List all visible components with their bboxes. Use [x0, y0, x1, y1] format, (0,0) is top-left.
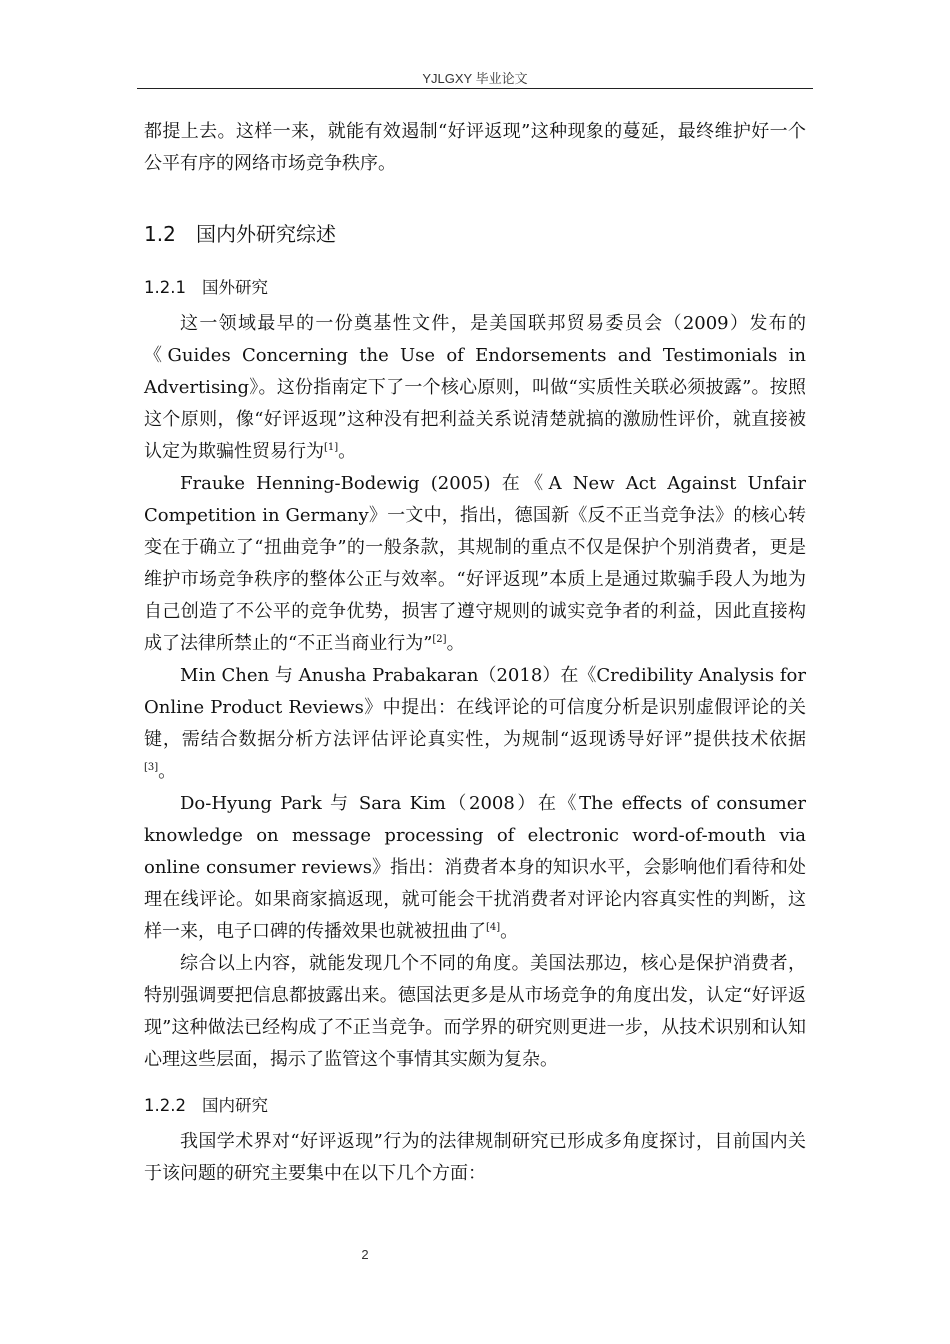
- paragraph-text: Min Chen 与 Anusha Prabakaran（2018）在《Credibility Analysis for Online Product Reviews》中提出：在线评论的可信度分析是识别虚假评论的关键，需结合数据分析方法评估评论真实性，为规制“返现诱导好评”提供技术依据: [144, 665, 806, 750]
- paragraph-tail: 。: [446, 633, 465, 654]
- body-paragraph-ftc: [144, 308, 806, 468]
- body-paragraph-germany: [144, 468, 806, 660]
- citation-ref: [2]: [432, 634, 447, 645]
- body-paragraph-chen: [144, 660, 806, 788]
- continuation-paragraph: 都提上去。这样一来，就能有效遏制“好评返现”这种现象的蔓延，最终维护好一个公平有序的网络市场竞争秩序。: [144, 121, 806, 174]
- running-header: YJLGXY 毕业论文: [422, 71, 528, 86]
- section-heading: [144, 202, 806, 266]
- subsection-heading-domestic: [144, 1090, 806, 1122]
- subsection-number: 1.2.2: [144, 1096, 186, 1115]
- body-paragraph-summary: [144, 948, 806, 1076]
- paragraph-text: 这一领域最早的一份奠基性文件，是美国联邦贸易委员会（2009）发布的《Guides Concerning the Use of Endorsements and Testimonials in Advertising》。这份指南定下了一个核心原则，叫做“实质性关联必须披露”。按照这个原则，像“好评返现”这种没有把利益关系说清楚就搞的激励性评价，就直接被认定为欺骗性贸易行为: [144, 313, 806, 462]
- paragraph-tail: 。: [338, 441, 357, 462]
- page-number: 2: [361, 1247, 369, 1262]
- subsection-number: 1.2.1: [144, 278, 186, 297]
- subsection-title: 国内研究: [202, 1096, 268, 1115]
- body-paragraph-domestic: 我国学术界对“好评返现”行为的法律规制研究已形成多角度探讨，目前国内关于该问题的研究主要集中在以下几个方面：: [144, 1131, 806, 1184]
- page-body: [144, 116, 806, 1190]
- paragraph-text: Do-Hyung Park 与 Sara Kim（2008）在《The effects of consumer knowledge on message processing of electronic word-of-mouth via online consumer reviews》指出：消费者本身的知识水平，会影响他们看待和处理在线评论。如果商家搞返现，就可能会干扰消费者对评论内容真实性的判断，这样一来，电子口碑的传播效果也就被扭曲了: [144, 793, 806, 942]
- paragraph-text: Frauke Henning-Bodewig (2005) 在《A New Act Against Unfair Competition in Germany》一文中，指出，德国新《反不正当竞争法》的核心转变在于确立了“扭曲竞争”的一般条款，其规制的重点不仅是保护个别消费者，更是维护市场竞争秩序的整体公正与效率。“好评返现”本质上是通过欺骗手段人为地为自己创造了不公平的竞争优势，损害了遵守规则的诚实竞争者的利益，因此直接构成了法律所禁止的“不正当商业行为”: [144, 473, 806, 654]
- paragraph-text: 综合以上内容，就能发现几个不同的角度。美国法那边，核心是保护消费者，特别强调要把信息都披露出来。德国法更多是从市场竞争的角度出发，认定“好评返现”这种做法已经构成了不正当竞争。而学界的研究则更进一步，从技术识别和认知心理这些层面，揭示了监管这个事情其实颇为复杂。: [144, 953, 806, 1070]
- paragraph-tail: 。: [500, 921, 519, 942]
- header-rule: [137, 88, 813, 89]
- citation-ref: [4]: [486, 922, 501, 933]
- paragraph-tail: 。: [158, 761, 177, 782]
- section-title: 国内外研究综述: [196, 222, 336, 246]
- subsection-heading-foreign: [144, 272, 806, 304]
- citation-ref: [1]: [324, 442, 339, 453]
- citation-ref: [3]: [144, 762, 159, 773]
- subsection-title: 国外研究: [202, 278, 268, 297]
- body-paragraph-park: [144, 788, 806, 948]
- section-number: 1.2: [144, 222, 176, 246]
